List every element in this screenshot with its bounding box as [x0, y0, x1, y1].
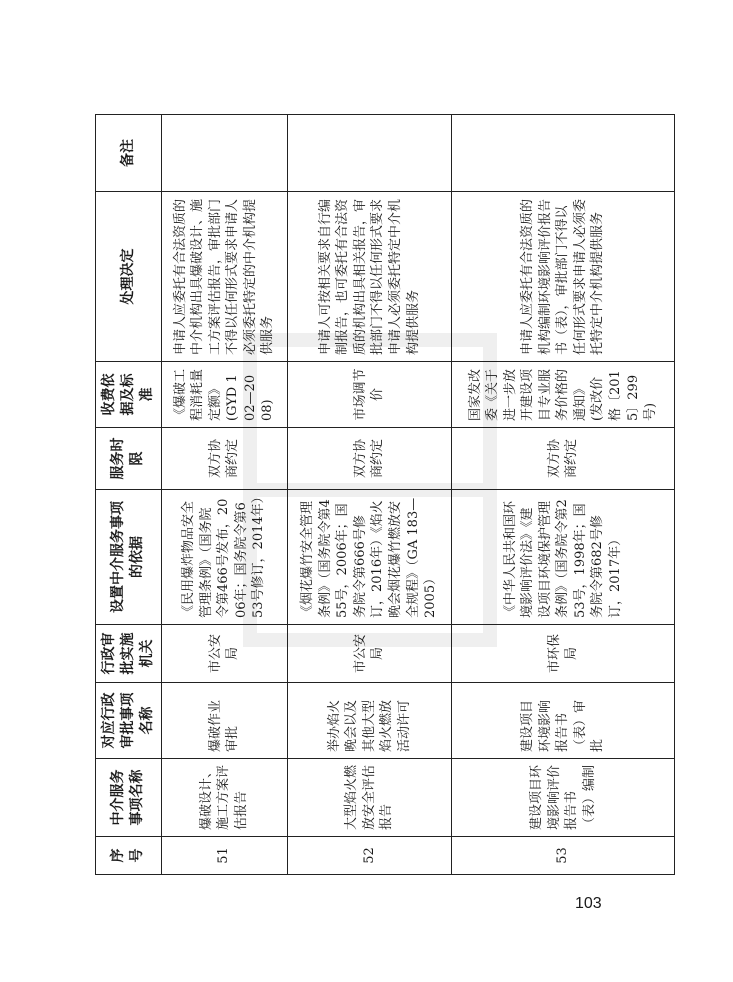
- cell-agency: 市公安局: [287, 625, 452, 683]
- cell-time-limit: 双方协商约定: [287, 428, 452, 490]
- cell-time-limit: 双方协商约定: [161, 428, 287, 490]
- cell-approval-name: 建设项目环境影响报告书（表）审批: [452, 683, 675, 759]
- cell-decision: 申请人应委托有合法资质的机构编制环境影响评价报告书（表），审批部门不得以任何形式要求申请人必须委托特定中介机构提供服务: [452, 192, 675, 362]
- table-row: [161, 115, 287, 875]
- header-approval-name: 对应行政审批事项名称: [96, 683, 162, 759]
- cell-service-name: 爆破设计、施工方案评估报告: [161, 759, 287, 837]
- cell-remark: [287, 115, 452, 192]
- header-service-name: 中介服务事项名称: [96, 759, 162, 837]
- table-row: [452, 115, 675, 875]
- page-number: 103: [575, 895, 602, 912]
- cell-basis: 《中华人民共和国环境影响评价法》《建设项目环境保护管理条例》（国务院令第253号，1998年；国务院令第682号修订，2017年）: [452, 490, 675, 625]
- cell-approval-name: 爆破作业审批: [161, 683, 287, 759]
- cell-fee: 国家发改委《关于进一步放开建设项目专业服务价格的通知》(发改价格〔2015〕299号): [452, 362, 675, 428]
- cell-seq: 53: [452, 837, 675, 875]
- cell-approval-name: 举办焰火晚会以及其他大型焰火燃放活动许可: [287, 683, 452, 759]
- header-agency: 行政审批实施机关: [96, 625, 162, 683]
- cell-fee: 市场调节价: [287, 362, 452, 428]
- cell-service-name: 大型焰火燃放安全评估报告: [287, 759, 452, 837]
- cell-remark: [161, 115, 287, 192]
- rotated-table-container: [95, 115, 675, 875]
- cell-service-name: 建设项目环境影响评价报告书（表）编制: [452, 759, 675, 837]
- header-time-limit: 服务时限: [96, 428, 162, 490]
- cell-decision: 申请人应委托有合法资质的中介机构出具爆破设计、施工方案评估报告，审批部门不得以任何形式要求申请人必须委托特定的中介机构提供服务: [161, 192, 287, 362]
- header-fee: 收费依据及标准: [96, 362, 162, 428]
- cell-agency: 市环保局: [452, 625, 675, 683]
- header-row: [96, 115, 162, 875]
- header-basis: 设置中介服务事项的依据: [96, 490, 162, 625]
- cell-agency: 市公安局: [161, 625, 287, 683]
- header-decision: 处理决定: [96, 192, 162, 362]
- cell-decision: 申请人可按相关要求自行编制报告，也可委托有合法资质的机构出具相关报告，审批部门不得以任何形式要求申请人必须委托特定中介机构提供服务: [287, 192, 452, 362]
- cell-seq: 51: [161, 837, 287, 875]
- cell-seq: 52: [287, 837, 452, 875]
- header-remark: 备注: [96, 115, 162, 192]
- cell-basis: 《民用爆炸物品安全管理条例》（国务院令第466号发布，2006年；国务院令第653号修订，2014年）: [161, 490, 287, 625]
- cell-fee: 《爆破工程消耗量定额》(GYD 102—2008): [161, 362, 287, 428]
- cell-time-limit: 双方协商约定: [452, 428, 675, 490]
- cell-remark: [452, 115, 675, 192]
- table-row: [287, 115, 452, 875]
- cell-basis: 《烟花爆竹安全管理条例》（国务院令第455号，2006年；国务院令第666号修订，2016年）《焰火晚会烟花爆竹燃放安全规程》（GA 183—2005）: [287, 490, 452, 625]
- header-seq: 序号: [96, 837, 162, 875]
- intermediary-services-table: [95, 114, 675, 875]
